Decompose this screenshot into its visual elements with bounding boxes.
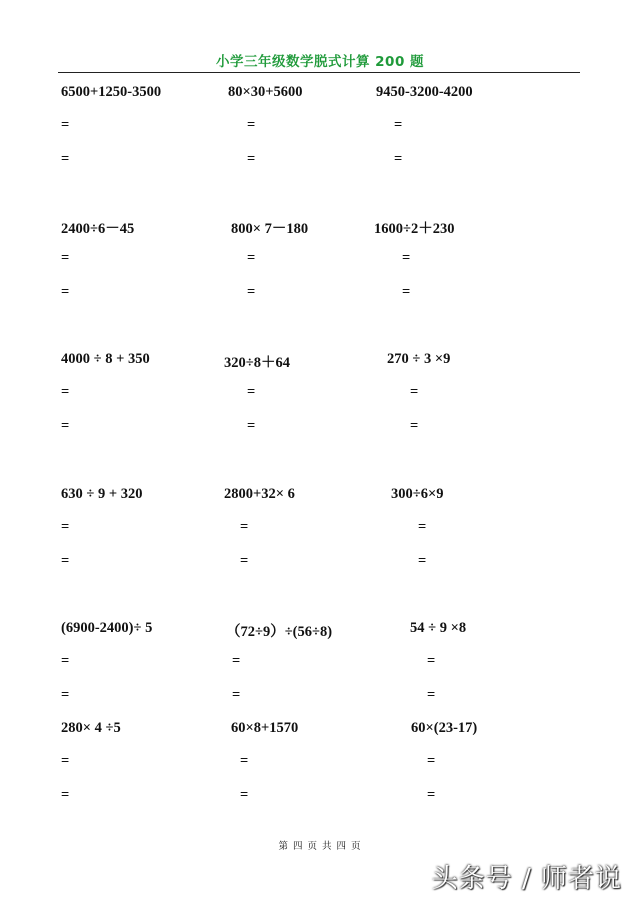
equals-sign: = bbox=[240, 753, 249, 769]
problem-expression: 300÷6×9 bbox=[391, 486, 444, 502]
equals-sign: = bbox=[427, 687, 436, 703]
problem-expression: 60×8+1570 bbox=[231, 720, 299, 736]
equals-sign: = bbox=[418, 553, 427, 569]
equals-sign: = bbox=[61, 653, 70, 669]
equals-sign: = bbox=[61, 151, 70, 167]
problem-expression: 800× 7－180 bbox=[231, 221, 309, 237]
equals-sign: = bbox=[410, 418, 419, 434]
equals-sign: = bbox=[240, 553, 249, 569]
problem-expression: 80×30+5600 bbox=[228, 84, 303, 100]
page-title: 小学三年级数学脱式计算 200 题 bbox=[215, 54, 425, 70]
equals-sign: = bbox=[232, 687, 241, 703]
problem-expression: 54 ÷ 9 ×8 bbox=[410, 620, 467, 636]
equals-sign: = bbox=[427, 787, 436, 803]
problem-expression: (6900-2400)÷ 5 bbox=[61, 620, 153, 636]
equals-sign: = bbox=[61, 787, 70, 803]
equals-sign: = bbox=[61, 753, 70, 769]
equals-sign: = bbox=[232, 653, 241, 669]
equals-sign: = bbox=[61, 519, 70, 535]
equals-sign: = bbox=[61, 687, 70, 703]
watermark: 头条号 / 师者说 bbox=[431, 864, 622, 894]
equals-sign: = bbox=[394, 117, 403, 133]
problem-expression: 2800+32× 6 bbox=[224, 486, 295, 502]
equals-sign: = bbox=[61, 384, 70, 400]
equals-sign: = bbox=[247, 384, 256, 400]
page-footer: 第 四 页 共 四 页 bbox=[278, 841, 362, 852]
equals-sign: = bbox=[61, 284, 70, 300]
problem-expression: （72÷9）÷(56÷8) bbox=[226, 624, 333, 640]
problem-expression: 280× 4 ÷5 bbox=[61, 720, 121, 736]
equals-sign: = bbox=[61, 250, 70, 266]
equals-sign: = bbox=[427, 653, 436, 669]
equals-sign: = bbox=[427, 753, 436, 769]
problem-expression: 630 ÷ 9 + 320 bbox=[61, 486, 143, 502]
equals-sign: = bbox=[61, 117, 70, 133]
problem-expression: 320÷8＋64 bbox=[224, 355, 290, 371]
problem-expression: 1600÷2＋230 bbox=[374, 221, 455, 237]
problem-expression: 4000 ÷ 8 + 350 bbox=[61, 351, 150, 367]
equals-sign: = bbox=[240, 787, 249, 803]
problem-expression: 6500+1250-3500 bbox=[61, 84, 162, 100]
problem-expression: 2400÷6－45 bbox=[61, 221, 135, 237]
equals-sign: = bbox=[247, 151, 256, 167]
equals-sign: = bbox=[394, 151, 403, 167]
equals-sign: = bbox=[410, 384, 419, 400]
problem-expression: 60×(23-17) bbox=[411, 720, 478, 736]
equals-sign: = bbox=[61, 418, 70, 434]
equals-sign: = bbox=[402, 250, 411, 266]
equals-sign: = bbox=[247, 418, 256, 434]
equals-sign: = bbox=[240, 519, 249, 535]
equals-sign: = bbox=[61, 553, 70, 569]
equals-sign: = bbox=[402, 284, 411, 300]
problem-expression: 270 ÷ 3 ×9 bbox=[387, 351, 451, 367]
equals-sign: = bbox=[247, 250, 256, 266]
problem-expression: 9450-3200-4200 bbox=[376, 84, 473, 100]
header-rule bbox=[58, 72, 580, 73]
equals-sign: = bbox=[247, 117, 256, 133]
equals-sign: = bbox=[247, 284, 256, 300]
equals-sign: = bbox=[418, 519, 427, 535]
